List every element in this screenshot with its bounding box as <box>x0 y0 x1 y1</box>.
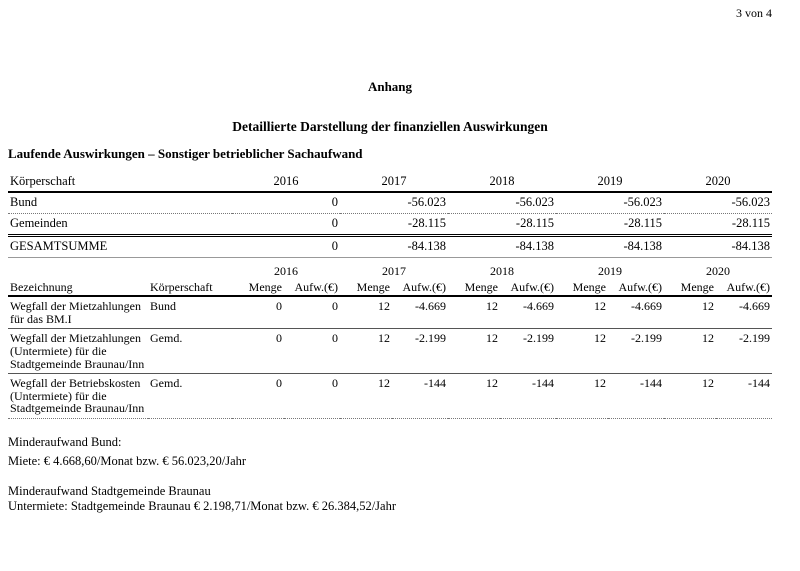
detail-years-row <box>8 265 772 280</box>
detail-header-row <box>8 280 772 297</box>
value-cell: 12 <box>664 374 716 419</box>
value-cell: -84.138 <box>340 236 448 258</box>
value-cell: 12 <box>556 329 608 374</box>
header-cell: Körperschaft <box>148 280 232 297</box>
page-number: 3 von 4 <box>736 6 772 20</box>
value-cell: -28.115 <box>340 214 448 236</box>
year-cell: 2020 <box>706 264 730 278</box>
value-cell: 0 <box>232 214 340 236</box>
value-cell: 0 <box>232 296 284 329</box>
value-cell: -4.669 <box>608 296 664 329</box>
year-cell: 2017 <box>382 264 406 278</box>
value-cell: -2.199 <box>392 329 448 374</box>
header-cell: 2020 <box>664 173 772 192</box>
entity-cell: Gemd. <box>148 374 232 419</box>
value-cell: 0 <box>232 374 284 419</box>
entity-cell: Gemd. <box>148 329 232 374</box>
description-cell: Wegfall der Mietzahlungen (Untermiete) für die Stadtgemeinde Braunau/Inn <box>8 329 148 374</box>
note-braunau-line: Untermiete: Stadtgemeinde Braunau € 2.198,71/Monat bzw. € 26.384,52/Jahr <box>8 498 397 513</box>
header-cell: Aufw.(€) <box>284 280 340 297</box>
year-cell: 2019 <box>598 264 622 278</box>
value-cell: 0 <box>232 329 284 374</box>
value-cell: -56.023 <box>340 192 448 214</box>
value-cell: -4.669 <box>500 296 556 329</box>
header-cell: 2019 <box>556 173 664 192</box>
value-cell: 12 <box>448 329 500 374</box>
value-cell: 0 <box>232 192 340 214</box>
value-cell: 12 <box>448 374 500 419</box>
value-cell: -2.199 <box>716 329 772 374</box>
section-heading: Laufende Auswirkungen – Sonstiger betrieblicher Sachaufwand <box>8 146 363 161</box>
header-cell: 2017 <box>340 173 448 192</box>
value-cell: -84.138 <box>664 236 772 258</box>
value-cell: -28.115 <box>664 214 772 236</box>
value-cell: -144 <box>716 374 772 419</box>
header-cell: Bezeichnung <box>8 280 148 297</box>
value-cell: -2.199 <box>500 329 556 374</box>
value-cell: 0 <box>284 329 340 374</box>
value-cell: -4.669 <box>392 296 448 329</box>
value-cell: -144 <box>392 374 448 419</box>
header-cell: Körperschaft <box>8 173 232 192</box>
entity-cell: Bund <box>148 296 232 329</box>
value-cell: 0 <box>284 374 340 419</box>
year-cell: 2018 <box>490 264 514 278</box>
value-cell: 0 <box>232 236 340 258</box>
label-cell: GESAMTSUMME <box>8 236 232 258</box>
summary-table <box>8 173 772 258</box>
value-cell: -2.199 <box>608 329 664 374</box>
table-row <box>8 329 772 374</box>
header-cell: Menge <box>664 280 716 297</box>
table-row-total <box>8 236 772 258</box>
note-bund-heading: Minderaufwand Bund: <box>8 434 122 449</box>
doc-title: Anhang <box>367 79 413 94</box>
value-cell: 12 <box>664 296 716 329</box>
header-cell: 2018 <box>448 173 556 192</box>
value-cell: -56.023 <box>448 192 556 214</box>
label-cell: Bund <box>8 192 232 214</box>
header-cell: 2016 <box>232 173 340 192</box>
value-cell: -4.669 <box>716 296 772 329</box>
value-cell: 12 <box>556 296 608 329</box>
value-cell: -28.115 <box>556 214 664 236</box>
header-cell: Aufw.(€) <box>608 280 664 297</box>
year-cell: 2016 <box>274 264 298 278</box>
header-cell: Aufw.(€) <box>500 280 556 297</box>
value-cell: 12 <box>340 296 392 329</box>
table-row <box>8 214 772 236</box>
table-row <box>8 296 772 329</box>
value-cell: -84.138 <box>556 236 664 258</box>
description-cell: Wegfall der Betriebskosten (Untermiete) für die Stadtgemeinde Braunau/Inn <box>8 374 148 419</box>
summary-header-row <box>8 173 772 192</box>
header-cell: Menge <box>556 280 608 297</box>
description-cell: Wegfall der Mietzahlungen für das BM.I <box>8 296 148 329</box>
doc-subtitle: Detaillierte Darstellung der finanziellen Auswirkungen <box>232 119 548 134</box>
header-cell: Menge <box>340 280 392 297</box>
note-bund-line: Miete: € 4.668,60/Monat bzw. € 56.023,20/Jahr <box>8 453 247 468</box>
note-braunau-heading: Minderaufwand Stadtgemeinde Braunau <box>8 483 211 498</box>
header-cell: Menge <box>232 280 284 297</box>
value-cell: 0 <box>284 296 340 329</box>
value-cell: -56.023 <box>664 192 772 214</box>
value-cell: 12 <box>664 329 716 374</box>
value-cell: -28.115 <box>448 214 556 236</box>
value-cell: -144 <box>608 374 664 419</box>
year-spacer-cell <box>8 265 232 280</box>
header-cell: Aufw.(€) <box>716 280 772 297</box>
table-row <box>8 192 772 214</box>
value-cell: 12 <box>556 374 608 419</box>
value-cell: -56.023 <box>556 192 664 214</box>
label-cell: Gemeinden <box>8 214 232 236</box>
header-cell: Menge <box>448 280 500 297</box>
value-cell: 12 <box>448 296 500 329</box>
value-cell: 12 <box>340 329 392 374</box>
header-cell: Aufw.(€) <box>392 280 448 297</box>
value-cell: -144 <box>500 374 556 419</box>
value-cell: 12 <box>340 374 392 419</box>
detail-table <box>8 265 772 419</box>
value-cell: -84.138 <box>448 236 556 258</box>
table-row <box>8 374 772 419</box>
